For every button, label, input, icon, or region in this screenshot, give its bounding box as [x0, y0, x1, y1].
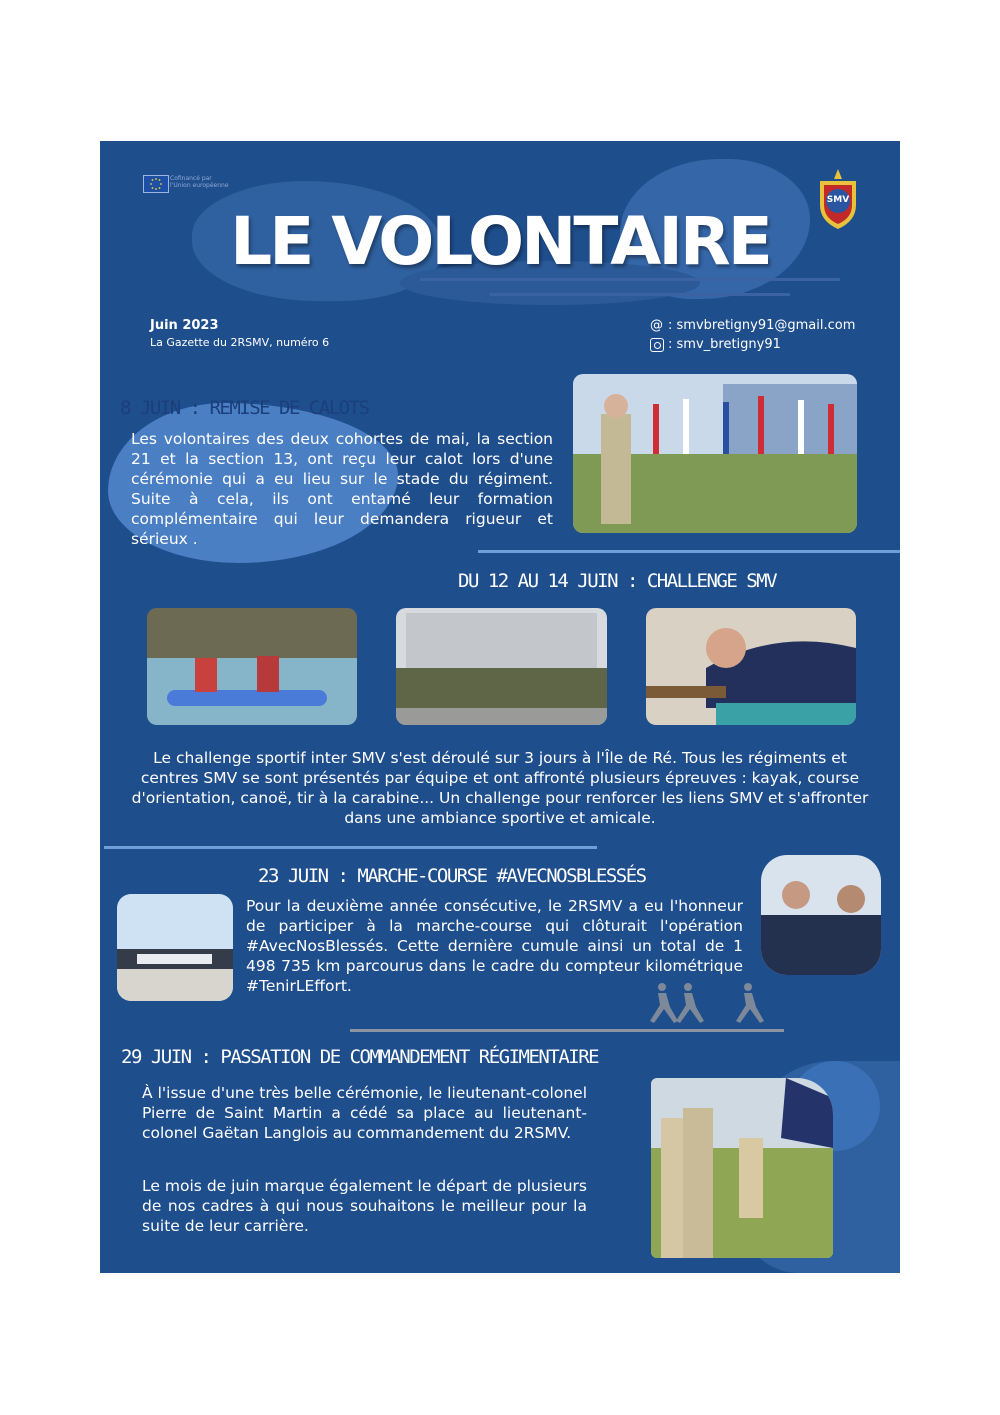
runners-icon [640, 981, 765, 1029]
calots-text: Les volontaires des deux cohortes de mai, la section 21 et la section 13, ont reçu leur calot lors d'une cérémonie qui a eu lieu sur le stade du régiment. Suite à cela, ils ont entamé leur formation complémentaire qui leur demandera rigueur et sérieux . [131, 430, 553, 548]
header-line-2 [490, 293, 790, 296]
eu-label: Cofinancé par l'Union européenne [170, 175, 229, 189]
marche-divider [350, 1029, 784, 1032]
challenge-text: Le challenge sportif inter SMV s'est déroulé sur 3 jours à l'Île de Ré. Tous les régiments et centres SMV se sont présentés par équipe et ont affronté plusieurs épreuves : kayak, course d'orientation, canoë, tir à la carabine... Un challenge pour renforcer les liens SMV et s'affronter dans une ambiance sportive et amicale. [131, 749, 869, 827]
passation-text-1: À l'issue d'une très belle cérémonie, le lieutenant-colonel Pierre de Saint Martin a cédé sa place au lieutenant-colonel Gaëtan Langlois au commandement du 2RSMV. [142, 1084, 587, 1142]
shooting-photo [646, 608, 856, 725]
marche-heading: 23 JUIN : MARCHE-COURSE #AVECNOSBLESSÉS [258, 865, 646, 887]
challenge-heading: DU 12 AU 14 JUIN : CHALLENGE SMV [458, 570, 777, 592]
passation-text-2: Le mois de juin marque également le départ de plusieurs de nos cadres à qui nous souhaitons le meilleur pour la suite de leur carrière. [142, 1177, 587, 1235]
contact-email: : smvbretigny91@gmail.com [668, 318, 856, 333]
issue-subtitle: La Gazette du 2RSMV, numéro 6 [150, 336, 330, 349]
challenge-divider [104, 846, 597, 849]
issue-date: Juin 2023 [150, 318, 219, 333]
marche-text: Pour la deuxième année consécutive, le 2RSMV a eu l'honneur de participer à la marche-course qui clôturait l'opération #AvecNosBlessés. Cette dernière cumule ainsi un total de 1 498 735 km parcourus dans le cadre du compteur kilométrique #TenirLEffort. [246, 897, 743, 995]
marche-photo-left [117, 894, 233, 1001]
calots-divider [478, 550, 900, 553]
newsletter-title: LE VOLONTAIRE [230, 203, 770, 280]
passation-photo [651, 1078, 833, 1258]
calots-photo [573, 374, 857, 533]
group-photo [396, 608, 607, 725]
contact-instagram: : smv_bretigny91 [668, 337, 781, 352]
calots-heading: 8 JUIN : REMISE DE CALOTS [120, 397, 369, 419]
passation-heading: 29 JUIN : PASSATION DE COMMANDEMENT RÉGIMENTAIRE [121, 1046, 599, 1068]
eu-flag-icon [143, 175, 169, 193]
smv-logo-text: SMV [826, 195, 850, 205]
newsletter-page [100, 141, 900, 1273]
marche-photo-right [761, 855, 881, 975]
email-icon: @ [650, 318, 663, 333]
kayak-photo [147, 608, 357, 725]
instagram-icon [650, 338, 664, 352]
